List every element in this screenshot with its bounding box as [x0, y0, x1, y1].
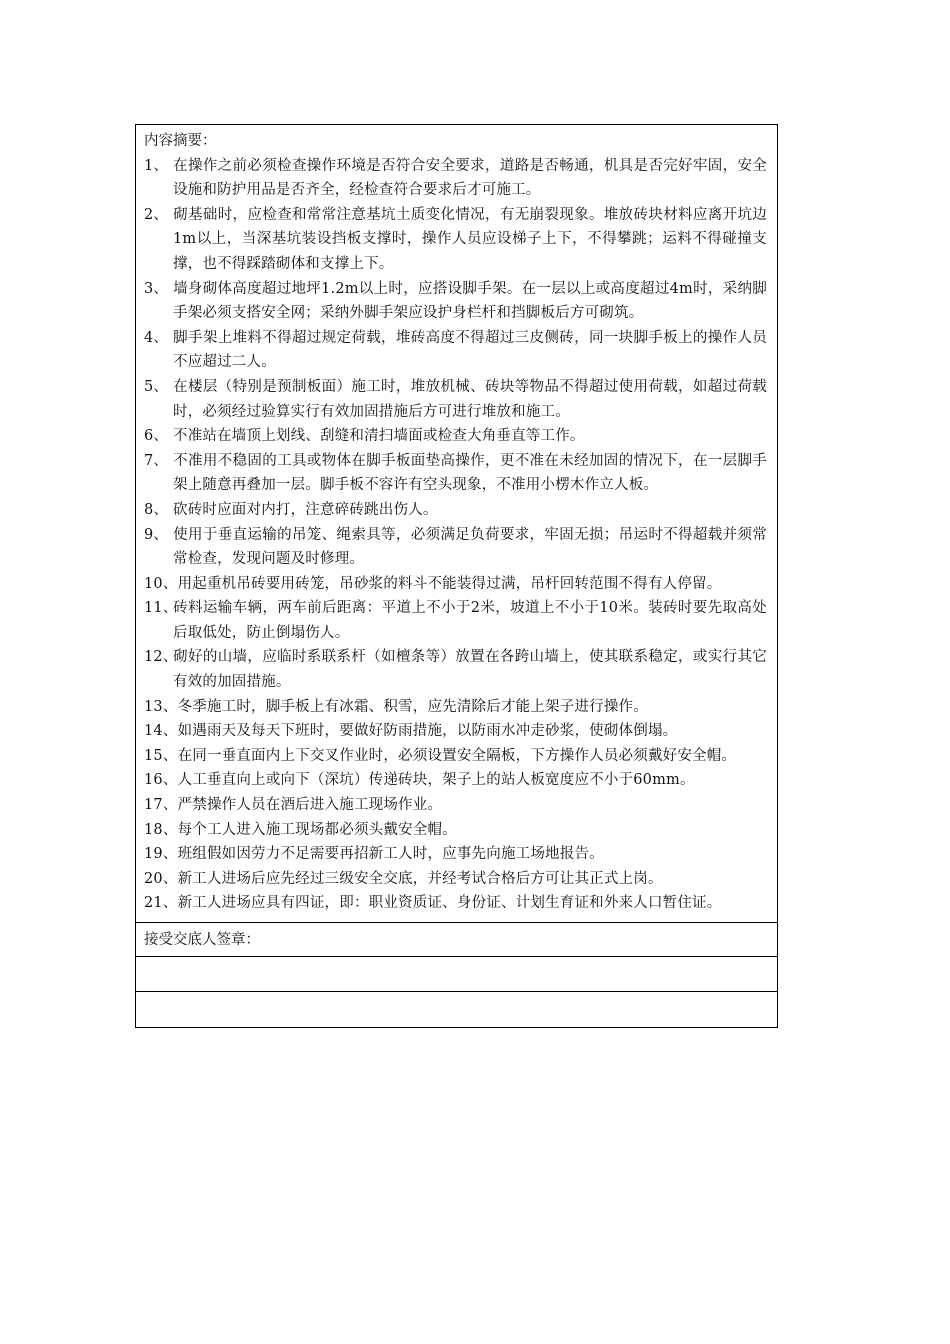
- item-text: 用起重机吊砖要用砖笼，吊砂浆的料斗不能装得过满，吊杆回转范围不得有人停留。: [177, 575, 722, 592]
- list-item: [144, 449, 767, 498]
- signature-label-cell: [136, 923, 777, 957]
- safety-briefing-table: [135, 124, 778, 1028]
- list-item: [144, 154, 767, 203]
- list-item: [144, 793, 767, 818]
- item-text: 砍砖时应面对内打，注意碎砖跳出伤人。: [173, 501, 438, 518]
- list-item: [144, 203, 767, 277]
- item-number: 1、: [144, 157, 169, 174]
- signature-label: 接受交底人签章：: [144, 932, 260, 948]
- list-item: [144, 695, 767, 720]
- item-number: 3、: [144, 280, 169, 297]
- item-number: 18、: [144, 821, 178, 838]
- list-item: [144, 277, 767, 326]
- item-text: 砖料运输车辆，两车前后距离：平道上不小于2米，坡道上不小于10米。装砖时要先取高处后取低处，防止倒塌伤人。: [173, 600, 767, 641]
- item-number: 20、: [144, 870, 178, 887]
- item-number: 7、: [144, 452, 169, 469]
- item-number: 13、: [144, 698, 178, 715]
- list-item: [144, 424, 767, 449]
- list-item: [144, 867, 767, 892]
- item-text: 冬季施工时，脚手板上有冰霜、积雪，应先清除后才能上架子进行操作。: [177, 698, 648, 715]
- list-item: [144, 842, 767, 867]
- item-text: 不准用不稳固的工具或物体在脚手板面垫高操作，更不准在未经加固的情况下，在一层脚手架上随意再叠加一层。脚手板不容许有空头现象，不准用小楞木作立人板。: [173, 452, 767, 494]
- item-text: 在楼层（特别是预制板面）施工时，堆放机械、砖块等物品不得超过使用荷载，如超过荷载时，必须经过验算实行有效加固措施后方可进行堆放和施工。: [173, 378, 767, 420]
- list-item: [144, 326, 767, 375]
- item-text: 在同一垂直面内上下交叉作业时，必须设置安全隔板，下方操作人员必须戴好安全帽。: [177, 747, 737, 764]
- item-number: 6、: [144, 428, 169, 445]
- item-text: 墙身砌体高度超过地坪1.2m以上时，应搭设脚手架。在一层以上或高度超过4m时，采纳脚手架必须支搭安全网；采纳外脚手架应设护身栏杆和挡脚板后方可砌筑。: [173, 280, 767, 322]
- list-item: [144, 596, 767, 645]
- list-item: [144, 818, 767, 843]
- item-text: 每个工人进入施工现场都必须头戴安全帽。: [177, 821, 457, 838]
- item-number: 2、: [144, 206, 169, 223]
- item-number: 14、: [144, 723, 178, 740]
- item-text: 人工垂直向上或向下（深坑）传递砖块，架子上的站人板宽度应不小于60mm。: [177, 772, 695, 789]
- item-text: 使用于垂直运输的吊笼、绳索具等，必须满足负荷要求，牢固无损；吊运时不得超载并须常常检查，发现问题及时修理。: [173, 526, 767, 568]
- content-summary-cell: [136, 125, 777, 923]
- item-number: 5、: [144, 378, 169, 395]
- list-item: [144, 498, 767, 523]
- item-text: 如遇雨天及每天下班时，要做好防雨措施，以防雨水冲走砂浆，使砌体倒塌。: [177, 723, 678, 740]
- list-item: [144, 891, 767, 916]
- item-text: 班组假如因劳力不足需要再招新工人时，应事先向施工场地报告。: [177, 846, 604, 863]
- list-item: [144, 719, 767, 744]
- item-number: 9、: [144, 526, 169, 543]
- item-number: 16、: [144, 772, 178, 789]
- item-number: 12、: [144, 649, 178, 666]
- list-item: [144, 523, 767, 572]
- item-number: 10、: [144, 575, 178, 592]
- item-text: 在操作之前必须检查操作环境是否符合安全要求，道路是否畅通，机具是否完好牢固，安全设施和防护用品是否齐全，经检查符合要求后才可施工。: [173, 157, 767, 199]
- item-text: 不准站在墙顶上划线、刮缝和清扫墙面或检查大角垂直等工作。: [173, 428, 585, 445]
- item-number: 8、: [144, 501, 169, 518]
- list-item: [144, 744, 767, 769]
- item-number: 17、: [144, 797, 178, 814]
- item-number: 4、: [144, 329, 169, 346]
- item-text: 新工人进场后应先经过三级安全交底，并经考试合格后方可让其正式上岗。: [177, 870, 663, 887]
- content-summary-heading: 内容摘要：: [144, 133, 217, 149]
- item-text: 新工人进场应具有四证，即：职业资质证、身份证、计划生育证和外来人口暂住证。: [177, 895, 722, 912]
- item-text: 脚手架上堆料不得超过规定荷载，堆砖高度不得超过三皮侧砖，同一块脚手板上的操作人员不应超过二人。: [173, 329, 767, 371]
- list-item: [144, 645, 767, 694]
- item-number: 15、: [144, 747, 178, 764]
- item-text: 砌基础时，应检查和常常注意基坑土质变化情况，有无崩裂现象。堆放砖块材料应离开坑边1m以上，当深基坑装设挡板支撑时，操作人员应设梯子上下，不得攀跳；运料不得碰撞支撑，也不得踩踏砌体和支撑上下。: [173, 206, 767, 272]
- list-item: [144, 572, 767, 597]
- item-number: 11、: [144, 600, 178, 617]
- list-item: [144, 375, 767, 424]
- item-text: 砌好的山墙，应临时系联系杆（如檀条等）放置在各跨山墙上，使其联系稳定，或实行其它有效的加固措施。: [173, 649, 767, 691]
- signature-blank-row[interactable]: [136, 957, 777, 992]
- item-number: 21、: [144, 895, 178, 912]
- item-text: 严禁操作人员在酒后进入施工现场作业。: [177, 797, 443, 814]
- item-number: 19、: [144, 846, 178, 863]
- list-item: [144, 768, 767, 793]
- signature-blank-row[interactable]: [136, 992, 777, 1027]
